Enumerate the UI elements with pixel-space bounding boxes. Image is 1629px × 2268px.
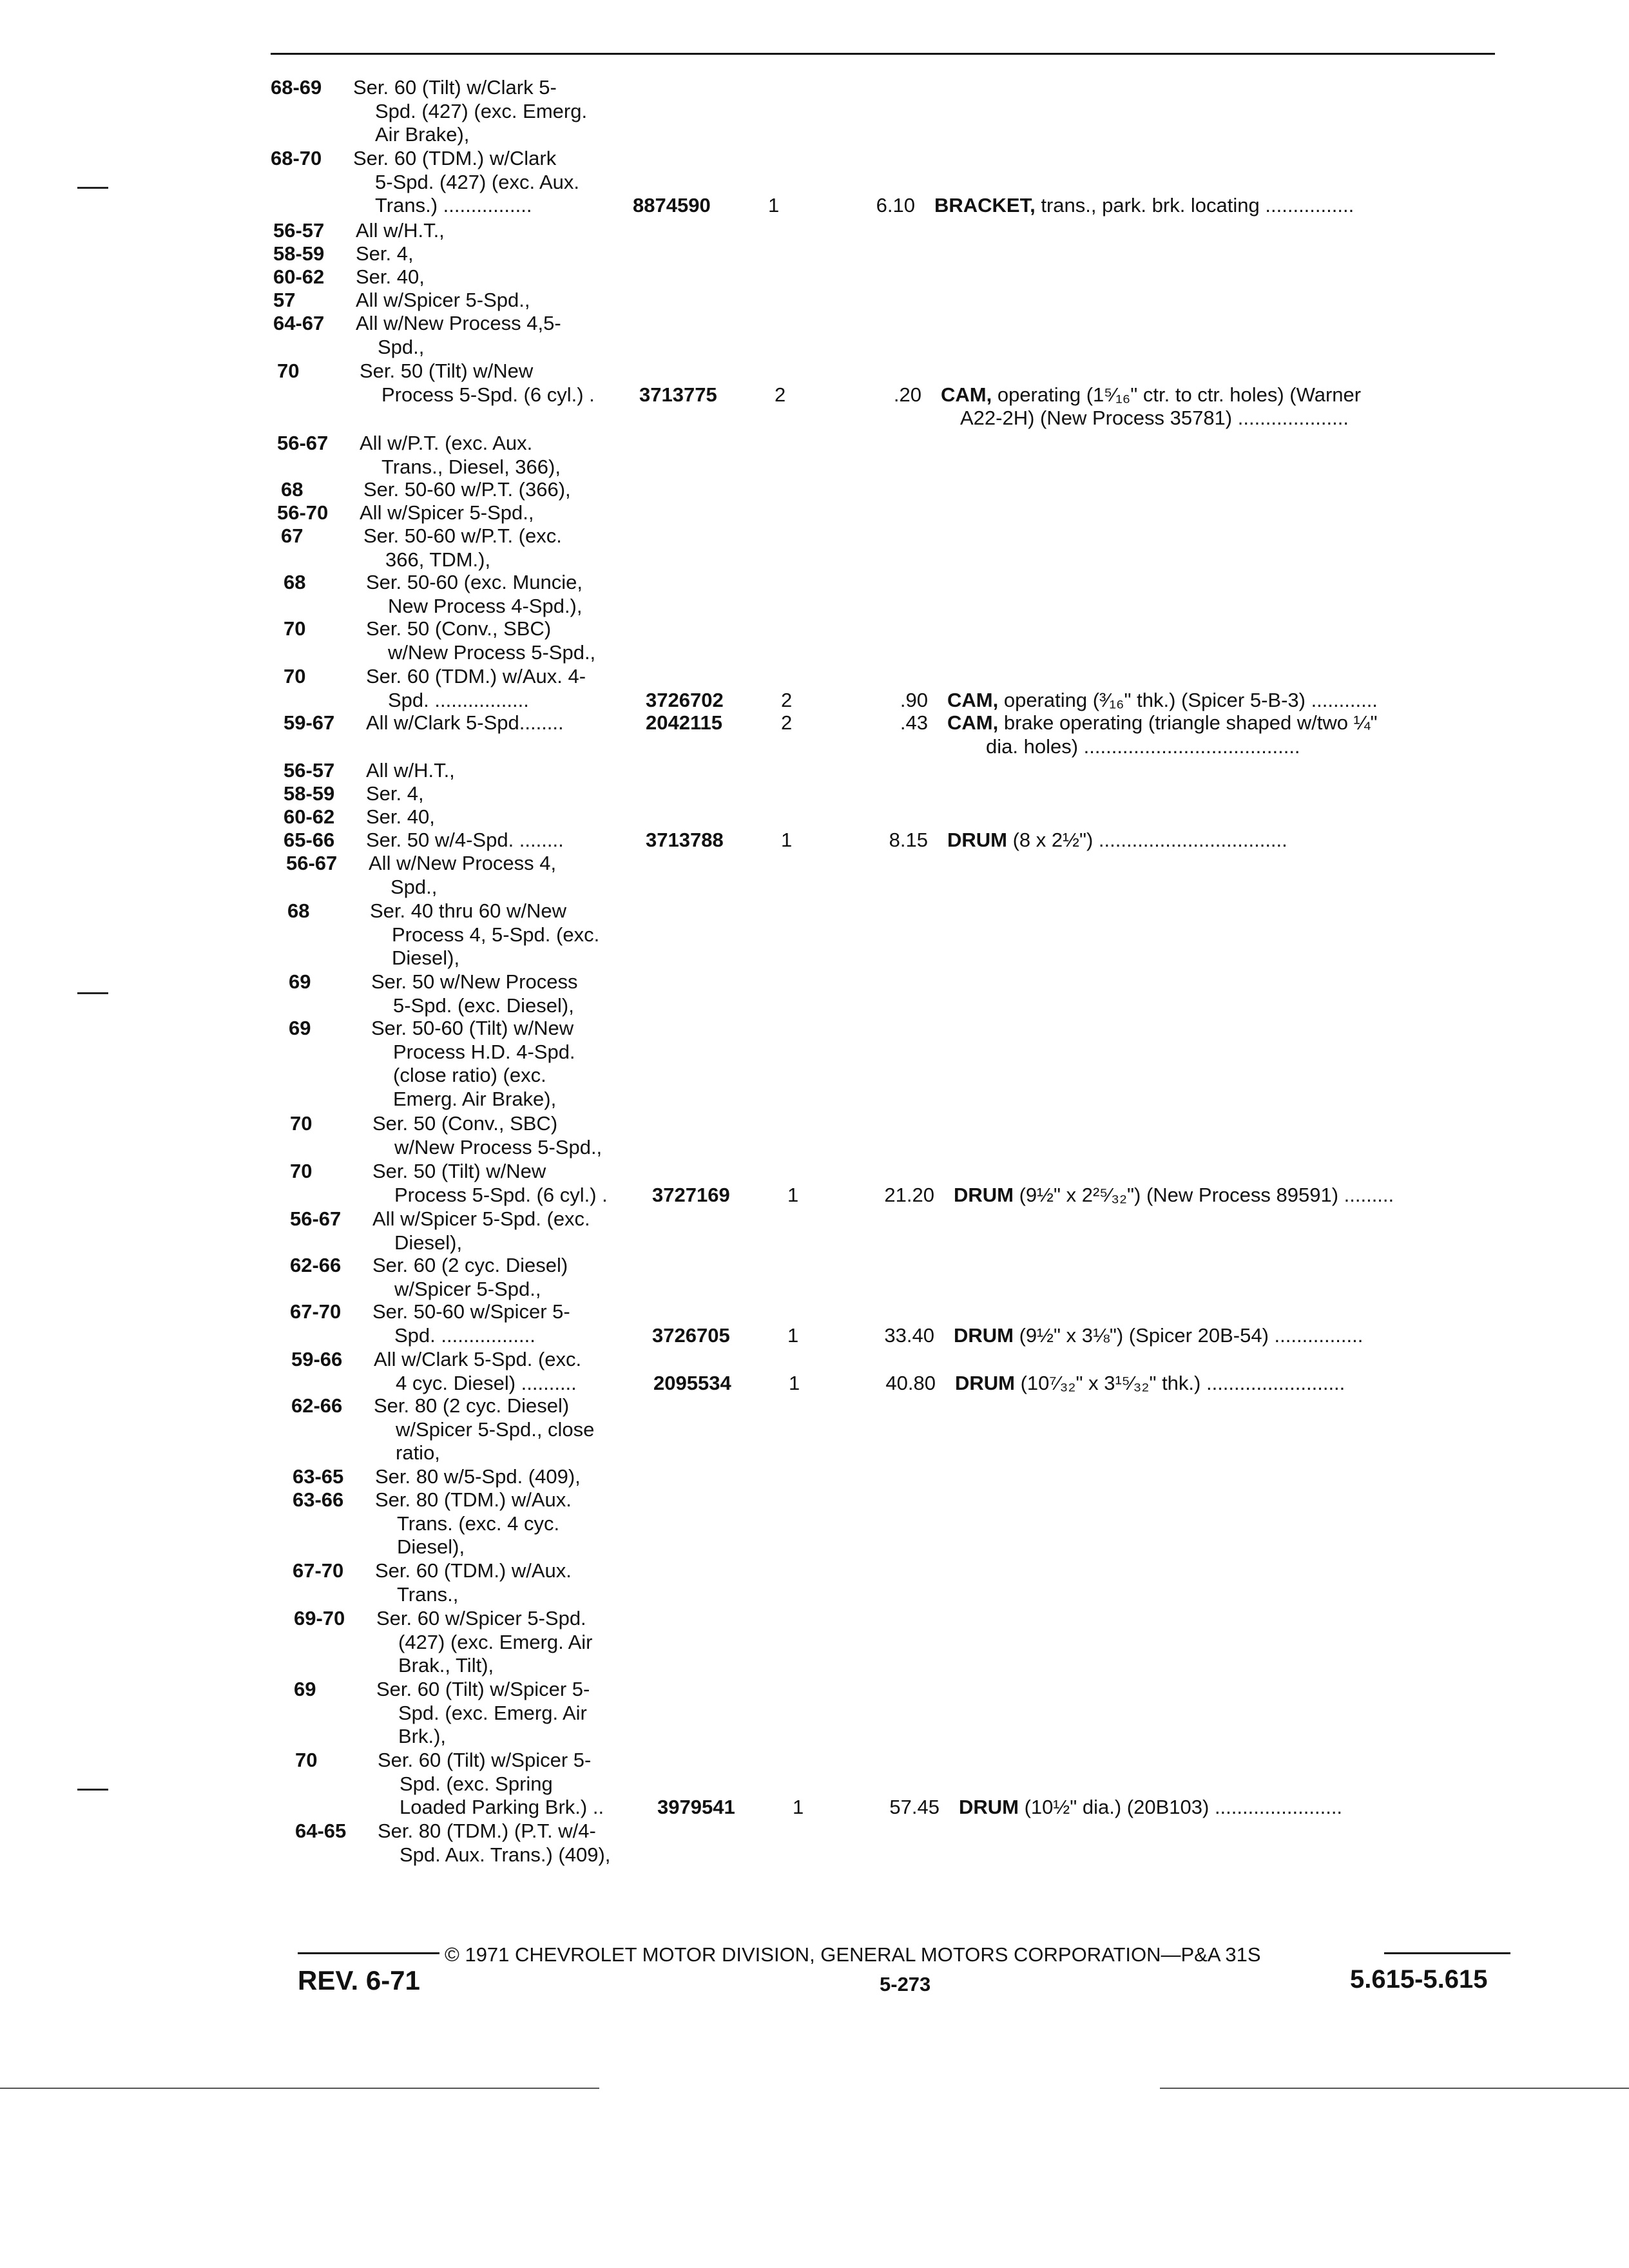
model-years: 64-65 bbox=[295, 1820, 347, 1842]
application-text: All w/Clark 5-Spd. (exc. bbox=[374, 1348, 582, 1370]
application-text: Air Brake), bbox=[375, 123, 470, 146]
model-years: 59-67 bbox=[284, 711, 335, 734]
application-text: Ser. 60 (Tilt) w/Spicer 5- bbox=[378, 1749, 592, 1771]
part-number: 3713775 bbox=[639, 383, 717, 406]
price: 57.45 bbox=[889, 1796, 940, 1818]
application-text: All w/P.T. (exc. Aux. bbox=[360, 432, 533, 454]
application-text: New Process 4-Spd.), bbox=[388, 594, 583, 617]
application-text: w/Spicer 5-Spd., bbox=[394, 1277, 541, 1300]
model-years: 64-67 bbox=[273, 312, 325, 334]
application-text: Ser. 50 w/4-Spd. ........ bbox=[366, 829, 564, 851]
application-text: All w/Clark 5-Spd........ bbox=[366, 711, 564, 734]
model-years: 57 bbox=[273, 289, 296, 311]
application-text: Trans., bbox=[397, 1582, 459, 1606]
application-text: Ser. 60 (TDM.) w/Clark bbox=[353, 147, 557, 169]
application-text: Ser. 60 (TDM.) w/Aux. bbox=[375, 1559, 572, 1582]
model-years: 60-62 bbox=[284, 805, 335, 828]
model-years: 68-70 bbox=[271, 147, 322, 169]
scan-edge-line bbox=[0, 2088, 599, 2089]
model-years: 63-65 bbox=[293, 1465, 344, 1488]
model-years: 69-70 bbox=[294, 1607, 345, 1629]
application-text: 5-Spd. (exc. Diesel), bbox=[393, 994, 574, 1017]
quantity: 1 bbox=[789, 1371, 800, 1394]
application-text: Spd. ................. bbox=[394, 1323, 535, 1347]
model-years: 67 bbox=[281, 524, 304, 547]
page-number: 5-273 bbox=[880, 1973, 931, 1995]
price: 8.15 bbox=[889, 829, 928, 851]
model-years: 68 bbox=[287, 899, 310, 922]
application-text: Ser. 60 (2 cyc. Diesel) bbox=[372, 1254, 568, 1276]
application-text: Trans.) ................ bbox=[375, 194, 532, 216]
model-years: 62-66 bbox=[291, 1394, 343, 1417]
application-text: Ser. 50 (Conv., SBC) bbox=[372, 1112, 558, 1135]
application-text: Ser. 50 (Conv., SBC) bbox=[366, 617, 552, 640]
application-text: Process H.D. 4-Spd. bbox=[393, 1040, 575, 1063]
application-text: Ser. 4, bbox=[366, 782, 424, 805]
model-years: 65-66 bbox=[284, 829, 335, 851]
model-years: 56-57 bbox=[284, 759, 335, 782]
model-years: 63-66 bbox=[293, 1488, 344, 1511]
quantity: 1 bbox=[787, 1323, 799, 1347]
application-text: ratio, bbox=[396, 1441, 440, 1464]
part-number: 2095534 bbox=[653, 1371, 731, 1394]
application-text: Brk.), bbox=[398, 1725, 447, 1747]
price: .90 bbox=[900, 688, 928, 711]
price: 6.10 bbox=[876, 194, 915, 216]
application-text: Spd. (exc. Spring bbox=[400, 1772, 553, 1795]
footer-rule-left bbox=[298, 1952, 439, 1954]
application-text: Ser. 40, bbox=[356, 265, 425, 288]
application-text: Ser. 80 (TDM.) w/Aux. bbox=[375, 1488, 572, 1511]
scan-edge-line bbox=[1160, 2088, 1629, 2089]
quantity: 2 bbox=[781, 711, 793, 734]
application-text: Ser. 80 w/5-Spd. (409), bbox=[375, 1465, 581, 1488]
model-years: 68 bbox=[284, 571, 306, 593]
model-years: 70 bbox=[290, 1160, 313, 1182]
model-years: 58-59 bbox=[273, 242, 325, 265]
application-text: Ser. 60 w/Spicer 5-Spd. bbox=[376, 1607, 586, 1629]
model-years: 69 bbox=[294, 1678, 316, 1700]
part-description: CAM, operating (³⁄₁₆" thk.) (Spicer 5-B-3) ............ bbox=[947, 688, 1378, 711]
application-text: Ser. 50-60 w/Spicer 5- bbox=[372, 1300, 570, 1323]
part-description-continued: A22-2H) (New Process 35781) .................... bbox=[960, 407, 1349, 429]
price: .20 bbox=[893, 383, 921, 406]
part-description: DRUM (10⁷⁄₃₂" x 3¹⁵⁄₃₂" thk.) ......................... bbox=[955, 1371, 1345, 1394]
application-text: Process 5-Spd. (6 cyl.) . bbox=[381, 383, 595, 406]
part-description: DRUM (8 x 2½") .................................. bbox=[947, 829, 1287, 851]
margin-mark bbox=[77, 187, 108, 189]
part-number: 2042115 bbox=[646, 711, 722, 734]
application-text: Spd. (exc. Emerg. Air bbox=[398, 1701, 587, 1724]
application-text: (close ratio) (exc. bbox=[393, 1064, 546, 1086]
application-text: Spd. ................. bbox=[388, 688, 529, 711]
part-description: DRUM (9½" x 2²⁵⁄₃₂") (New Process 89591) ......... bbox=[954, 1183, 1394, 1206]
quantity: 2 bbox=[781, 688, 793, 711]
model-years: 69 bbox=[289, 970, 311, 993]
application-text: All w/H.T., bbox=[366, 759, 455, 782]
application-text: Spd. (427) (exc. Emerg. bbox=[375, 99, 588, 122]
header-rule bbox=[271, 53, 1495, 55]
application-text: Ser. 60 (Tilt) w/Clark 5- bbox=[353, 76, 557, 99]
application-text: Ser. 80 (2 cyc. Diesel) bbox=[374, 1394, 570, 1417]
application-text: w/Spicer 5-Spd., close bbox=[396, 1418, 595, 1441]
application-text: 5-Spd. (427) (exc. Aux. bbox=[375, 170, 580, 193]
quantity: 1 bbox=[793, 1796, 804, 1818]
revision-label: REV. 6-71 bbox=[298, 1965, 420, 1995]
application-text: Ser. 40 thru 60 w/New bbox=[370, 899, 566, 922]
application-text: Ser. 50 w/New Process bbox=[371, 970, 578, 993]
application-text: Spd., bbox=[390, 875, 438, 898]
application-text: w/New Process 5-Spd., bbox=[394, 1135, 602, 1158]
application-text: All w/New Process 4,5- bbox=[356, 312, 561, 334]
copyright-notice: © 1971 CHEVROLET MOTOR DIVISION, GENERAL MOTORS CORPORATION—P&A 31S bbox=[445, 1943, 1261, 1966]
model-years: 70 bbox=[290, 1112, 313, 1135]
application-text: Loaded Parking Brk.) .. bbox=[400, 1796, 604, 1818]
application-text: Diesel), bbox=[394, 1231, 463, 1254]
margin-mark bbox=[77, 992, 108, 994]
application-text: Ser. 60 (Tilt) w/Spicer 5- bbox=[376, 1678, 590, 1700]
part-number: 3726702 bbox=[646, 688, 724, 711]
model-years: 70 bbox=[284, 665, 306, 687]
section-number: 5.615-5.615 bbox=[1350, 1965, 1488, 1994]
application-text: Spd. Aux. Trans.) (409), bbox=[400, 1843, 611, 1866]
quantity: 1 bbox=[787, 1183, 799, 1206]
part-description: CAM, operating (1⁵⁄₁₆" ctr. to ctr. holes) (Warner bbox=[941, 383, 1362, 406]
margin-mark bbox=[77, 1789, 108, 1791]
quantity: 2 bbox=[775, 383, 786, 406]
application-text: Ser. 4, bbox=[356, 242, 414, 265]
model-years: 56-67 bbox=[286, 852, 338, 874]
quantity: 1 bbox=[781, 829, 793, 851]
application-text: 4 cyc. Diesel) .......... bbox=[396, 1371, 577, 1394]
model-years: 67-70 bbox=[290, 1300, 342, 1323]
footer-rule-right bbox=[1384, 1952, 1510, 1954]
application-text: Ser. 40, bbox=[366, 805, 435, 828]
model-years: 67-70 bbox=[293, 1559, 344, 1582]
part-description-continued: dia. holes) ....................................... bbox=[986, 735, 1300, 758]
part-description: DRUM (10½" dia.) (20B103) ....................... bbox=[959, 1796, 1343, 1818]
application-text: Ser. 50 (Tilt) w/New bbox=[360, 360, 534, 382]
part-number: 8874590 bbox=[633, 194, 711, 216]
application-text: w/New Process 5-Spd., bbox=[388, 640, 596, 664]
price: 40.80 bbox=[885, 1371, 936, 1394]
application-text: Ser. 50-60 (exc. Muncie, bbox=[366, 571, 583, 593]
part-number: 3979541 bbox=[657, 1796, 735, 1818]
model-years: 68-69 bbox=[271, 76, 322, 99]
model-years: 70 bbox=[277, 360, 300, 382]
model-years: 56-67 bbox=[290, 1207, 342, 1230]
application-text: 366, TDM.), bbox=[385, 548, 491, 571]
model-years: 70 bbox=[284, 617, 306, 640]
model-years: 56-70 bbox=[277, 501, 329, 524]
application-text: Ser. 50-60 w/P.T. (exc. bbox=[363, 524, 562, 547]
quantity: 1 bbox=[768, 194, 780, 216]
model-years: 60-62 bbox=[273, 265, 325, 288]
part-number: 3713788 bbox=[646, 829, 724, 851]
application-text: Ser. 60 (TDM.) w/Aux. 4- bbox=[366, 665, 586, 687]
application-text: Diesel), bbox=[397, 1535, 465, 1558]
model-years: 56-67 bbox=[277, 432, 329, 454]
part-number: 3726705 bbox=[652, 1323, 730, 1347]
application-text: Diesel), bbox=[392, 947, 460, 969]
application-text: Brak., Tilt), bbox=[398, 1654, 494, 1677]
application-text: Ser. 50-60 (Tilt) w/New bbox=[371, 1017, 574, 1039]
model-years: 62-66 bbox=[290, 1254, 342, 1276]
application-text: All w/New Process 4, bbox=[369, 852, 557, 874]
application-text: Trans. (exc. 4 cyc. bbox=[397, 1512, 560, 1535]
price: 21.20 bbox=[884, 1183, 934, 1206]
application-text: Ser. 80 (TDM.) (P.T. w/4- bbox=[378, 1820, 596, 1842]
part-number: 3727169 bbox=[652, 1183, 730, 1206]
application-text: All w/Spicer 5-Spd., bbox=[356, 289, 530, 311]
application-text: Trans., Diesel, 366), bbox=[381, 455, 561, 478]
model-years: 68 bbox=[281, 478, 304, 501]
model-years: 70 bbox=[295, 1749, 318, 1771]
application-text: (427) (exc. Emerg. Air bbox=[398, 1630, 593, 1653]
model-years: 69 bbox=[289, 1017, 311, 1039]
application-text: Spd., bbox=[378, 335, 425, 358]
model-years: 59-66 bbox=[291, 1348, 343, 1370]
price: 33.40 bbox=[884, 1323, 934, 1347]
price: .43 bbox=[900, 711, 928, 734]
application-text: Ser. 50-60 w/P.T. (366), bbox=[363, 478, 571, 501]
part-description: CAM, brake operating (triangle shaped w/two ¼" bbox=[947, 711, 1378, 734]
application-text: Process 5-Spd. (6 cyl.) . bbox=[394, 1183, 608, 1206]
application-text: All w/H.T., bbox=[356, 219, 445, 242]
model-years: 56-57 bbox=[273, 219, 325, 242]
application-text: All w/Spicer 5-Spd., bbox=[360, 501, 534, 524]
application-text: Process 4, 5-Spd. (exc. bbox=[392, 923, 600, 946]
application-text: Ser. 50 (Tilt) w/New bbox=[372, 1160, 546, 1182]
part-description: DRUM (9½" x 3⅛") (Spicer 20B-54) ................ bbox=[954, 1323, 1364, 1347]
application-text: Emerg. Air Brake), bbox=[393, 1087, 557, 1110]
application-text: All w/Spicer 5-Spd. (exc. bbox=[372, 1207, 590, 1230]
model-years: 58-59 bbox=[284, 782, 335, 805]
part-description: BRACKET, trans., park. brk. locating ................ bbox=[934, 194, 1354, 216]
